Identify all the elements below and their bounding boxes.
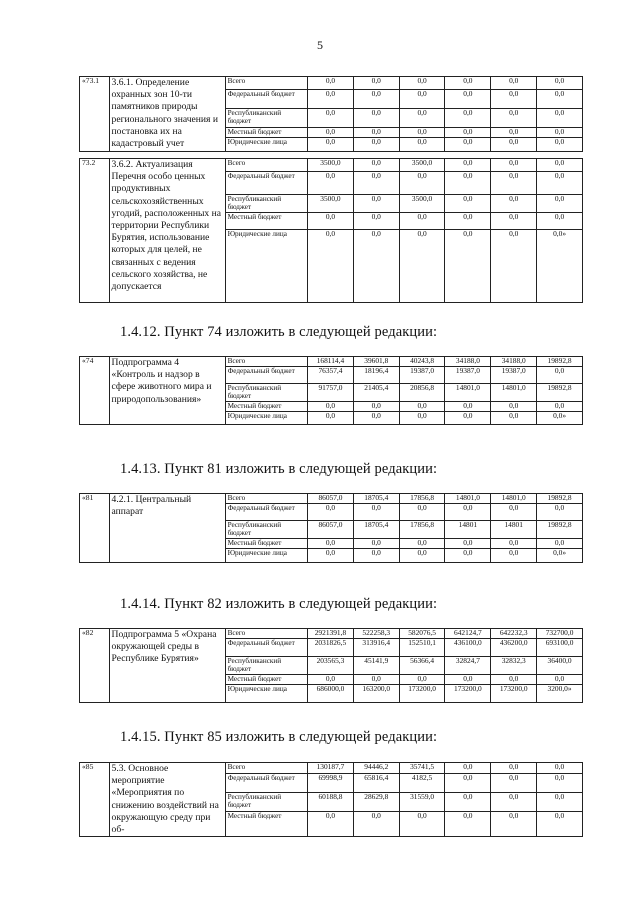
budget-table xyxy=(79,356,583,425)
amount-cell: 0,0 xyxy=(445,504,491,521)
amount-cell: 0,0 xyxy=(445,109,491,128)
budget-table-block xyxy=(79,493,583,563)
amount-cell: 0,0 xyxy=(399,412,445,425)
amount-cell: 17856,8 xyxy=(399,494,445,504)
amount-cell: 0,0 xyxy=(353,90,399,109)
amount-cell: 0,0 xyxy=(308,138,354,152)
amount-cell: 642124,7 xyxy=(445,629,491,639)
amount-cell: 436100,0 xyxy=(445,639,491,657)
amount-cell: 0,0 xyxy=(491,402,537,412)
amount-cell: 0,0 xyxy=(308,230,354,303)
amount-cell: 0,0 xyxy=(353,811,399,836)
funding-source: Всего xyxy=(225,494,307,504)
item-number: «81 xyxy=(80,494,110,563)
amount-cell: 0,0 xyxy=(308,213,354,230)
amount-cell: 0,0 xyxy=(491,77,537,90)
amount-cell: 0,0 xyxy=(399,811,445,836)
amount-cell: 0,0 xyxy=(491,504,537,521)
amount-cell: 522258,3 xyxy=(353,629,399,639)
budget-table-block xyxy=(79,76,583,152)
amount-cell: 0,0 xyxy=(537,504,583,521)
amount-cell: 36400,0 xyxy=(537,657,583,675)
section-heading: 1.4.14. Пункт 82 изложить в следующей редакции: xyxy=(120,596,438,612)
amount-cell: 0,0 xyxy=(491,539,537,549)
table-row xyxy=(80,629,583,639)
amount-cell: 14801,0 xyxy=(445,494,491,504)
amount-cell: 0,0 xyxy=(399,109,445,128)
amount-cell: 56366,4 xyxy=(399,657,445,675)
amount-cell: 39601,8 xyxy=(353,357,399,367)
amount-cell: 0,0 xyxy=(491,213,537,230)
amount-cell: 3500,0 xyxy=(399,159,445,172)
amount-cell: 21405,4 xyxy=(353,384,399,402)
section-heading: 1.4.12. Пункт 74 изложить в следующей редакции: xyxy=(120,324,438,340)
amount-cell: 0,0 xyxy=(491,195,537,213)
amount-cell: 0,0 xyxy=(399,213,445,230)
funding-source: Федеральный бюджет xyxy=(225,639,307,657)
funding-source: Республиканский бюджет xyxy=(225,109,307,128)
amount-cell: 2031826,5 xyxy=(308,639,354,657)
budget-table-block xyxy=(79,762,583,837)
amount-cell: 0,0 xyxy=(537,402,583,412)
section-heading: 1.4.15. Пункт 85 изложить в следующей редакции: xyxy=(120,729,438,745)
item-number: 73.2 xyxy=(80,159,110,303)
amount-cell: 94446,2 xyxy=(353,763,399,774)
amount-cell: 34188,0 xyxy=(445,357,491,367)
funding-source: Местный бюджет xyxy=(225,811,307,836)
funding-source: Федеральный бюджет xyxy=(225,504,307,521)
amount-cell: 0,0 xyxy=(537,811,583,836)
funding-source: Юридические лица xyxy=(225,138,307,152)
funding-source: Всего xyxy=(225,77,307,90)
amount-cell: 642232,3 xyxy=(491,629,537,639)
amount-cell: 173200,0 xyxy=(445,685,491,703)
funding-source: Федеральный бюджет xyxy=(225,773,307,792)
amount-cell: 686000,0 xyxy=(308,685,354,703)
amount-cell: 91757,0 xyxy=(308,384,354,402)
amount-cell: 0,0 xyxy=(308,402,354,412)
amount-cell: 0,0 xyxy=(445,412,491,425)
amount-cell: 0,0 xyxy=(445,230,491,303)
amount-cell: 0,0 xyxy=(353,504,399,521)
amount-cell: 0,0 xyxy=(537,90,583,109)
funding-source: Всего xyxy=(225,159,307,172)
amount-cell: 0,0 xyxy=(353,128,399,138)
budget-table xyxy=(79,76,583,152)
amount-cell: 0,0 xyxy=(353,675,399,685)
amount-cell: 0,0 xyxy=(308,811,354,836)
amount-cell: 0,0 xyxy=(399,549,445,563)
amount-cell: 18705,4 xyxy=(353,521,399,539)
budget-table-block xyxy=(79,628,583,703)
amount-cell: 69998,9 xyxy=(308,773,354,792)
amount-cell: 0,0» xyxy=(537,412,583,425)
amount-cell: 0,0 xyxy=(491,109,537,128)
amount-cell: 168114,4 xyxy=(308,357,354,367)
amount-cell: 0,0 xyxy=(353,402,399,412)
amount-cell: 0,0 xyxy=(445,128,491,138)
amount-cell: 0,0 xyxy=(491,549,537,563)
funding-source: Юридические лица xyxy=(225,549,307,563)
amount-cell: 0,0 xyxy=(537,128,583,138)
amount-cell: 20856,8 xyxy=(399,384,445,402)
amount-cell: 0,0 xyxy=(445,90,491,109)
amount-cell: 3500,0 xyxy=(399,195,445,213)
amount-cell: 0,0 xyxy=(353,195,399,213)
amount-cell: 0,0 xyxy=(491,811,537,836)
amount-cell: 0,0 xyxy=(399,172,445,195)
amount-cell: 0,0 xyxy=(491,773,537,792)
item-number: «73.1 xyxy=(80,77,110,152)
amount-cell: 0,0 xyxy=(537,138,583,152)
amount-cell: 32824,7 xyxy=(445,657,491,675)
amount-cell: 436200,0 xyxy=(491,639,537,657)
amount-cell: 0,0 xyxy=(353,172,399,195)
section-heading: 1.4.13. Пункт 81 изложить в следующей редакции: xyxy=(120,461,438,477)
table-row xyxy=(80,763,583,774)
amount-cell: 0,0 xyxy=(445,402,491,412)
item-name: 3.6.2. Актуализация Перечня особо ценных продуктивных сельскохозяйственных угодий, расположенных на территории Республики Бурятия, использование которых для целей, не связанных с ведения сельского хозяйства, не допускается xyxy=(109,159,225,303)
amount-cell: 32832,3 xyxy=(491,657,537,675)
amount-cell: 0,0 xyxy=(353,213,399,230)
item-name: Подпрограмма 4 «Контроль и надзор в сфере животного мира и природопользования» xyxy=(109,357,225,425)
amount-cell: 0,0 xyxy=(353,539,399,549)
amount-cell: 0,0 xyxy=(399,90,445,109)
amount-cell: 45141,9 xyxy=(353,657,399,675)
amount-cell: 0,0 xyxy=(491,128,537,138)
amount-cell: 0,0 xyxy=(399,539,445,549)
amount-cell: 0,0 xyxy=(537,773,583,792)
amount-cell: 0,0 xyxy=(491,90,537,109)
amount-cell: 0,0 xyxy=(445,539,491,549)
amount-cell: 0,0 xyxy=(308,90,354,109)
amount-cell: 0,0 xyxy=(491,159,537,172)
amount-cell: 18196,4 xyxy=(353,367,399,384)
amount-cell: 0,0 xyxy=(491,792,537,811)
funding-source: Юридические лица xyxy=(225,412,307,425)
amount-cell: 0,0 xyxy=(537,213,583,230)
funding-source: Всего xyxy=(225,763,307,774)
amount-cell: 0,0» xyxy=(537,549,583,563)
amount-cell: 14801 xyxy=(445,521,491,539)
amount-cell: 0,0 xyxy=(308,109,354,128)
amount-cell: 17856,8 xyxy=(399,521,445,539)
amount-cell: 0,0 xyxy=(445,213,491,230)
funding-source: Всего xyxy=(225,357,307,367)
item-name: 4.2.1. Центральный аппарат xyxy=(109,494,225,563)
amount-cell: 0,0 xyxy=(537,77,583,90)
amount-cell: 0,0 xyxy=(308,675,354,685)
amount-cell: 693100,0 xyxy=(537,639,583,657)
table-row xyxy=(80,159,583,172)
amount-cell: 0,0 xyxy=(399,230,445,303)
amount-cell: 0,0 xyxy=(308,412,354,425)
budget-table xyxy=(79,158,583,303)
amount-cell: 0,0 xyxy=(537,763,583,774)
item-number: «74 xyxy=(80,357,110,425)
amount-cell: 0,0 xyxy=(308,504,354,521)
amount-cell: 19387,0 xyxy=(399,367,445,384)
amount-cell: 0,0 xyxy=(353,109,399,128)
amount-cell: 65816,4 xyxy=(353,773,399,792)
funding-source: Местный бюджет xyxy=(225,128,307,138)
amount-cell: 86057,0 xyxy=(308,494,354,504)
funding-source: Юридические лица xyxy=(225,685,307,703)
funding-source: Федеральный бюджет xyxy=(225,90,307,109)
amount-cell: 0,0 xyxy=(537,675,583,685)
funding-source: Местный бюджет xyxy=(225,213,307,230)
amount-cell: 19387,0 xyxy=(445,367,491,384)
amount-cell: 19892,8 xyxy=(537,357,583,367)
amount-cell: 35741,5 xyxy=(399,763,445,774)
budget-table-block xyxy=(79,356,583,425)
budget-table xyxy=(79,628,583,703)
amount-cell: 19892,8 xyxy=(537,384,583,402)
amount-cell: 0,0 xyxy=(445,77,491,90)
amount-cell: 173200,0 xyxy=(491,685,537,703)
amount-cell: 0,0 xyxy=(353,77,399,90)
funding-source: Республиканский бюджет xyxy=(225,384,307,402)
amount-cell: 19892,8 xyxy=(537,521,583,539)
amount-cell: 732700,0 xyxy=(537,629,583,639)
amount-cell: 0,0 xyxy=(491,675,537,685)
amount-cell: 0,0 xyxy=(491,230,537,303)
amount-cell: 0,0 xyxy=(399,402,445,412)
amount-cell: 19892,8 xyxy=(537,494,583,504)
amount-cell: 0,0 xyxy=(353,230,399,303)
amount-cell: 0,0 xyxy=(491,412,537,425)
funding-source: Местный бюджет xyxy=(225,539,307,549)
amount-cell: 0,0 xyxy=(399,77,445,90)
amount-cell: 173200,0 xyxy=(399,685,445,703)
amount-cell: 2921391,8 xyxy=(308,629,354,639)
amount-cell: 0,0 xyxy=(445,159,491,172)
amount-cell: 19387,0 xyxy=(491,367,537,384)
amount-cell: 0,0 xyxy=(353,412,399,425)
amount-cell: 0,0 xyxy=(445,773,491,792)
amount-cell: 3500,0 xyxy=(308,195,354,213)
item-name: 5.3. Основное мероприятие «Мероприятия по снижению воздействий на окружающую среду при об- xyxy=(109,763,225,837)
amount-cell: 76357,4 xyxy=(308,367,354,384)
amount-cell: 0,0 xyxy=(308,172,354,195)
amount-cell: 0,0 xyxy=(537,539,583,549)
amount-cell: 130187,7 xyxy=(308,763,354,774)
funding-source: Федеральный бюджет xyxy=(225,172,307,195)
amount-cell: 0,0 xyxy=(491,138,537,152)
amount-cell: 0,0 xyxy=(399,504,445,521)
item-name: Подпрограмма 5 «Охрана окружающей среды в Республике Бурятия» xyxy=(109,629,225,703)
amount-cell: 18705,4 xyxy=(353,494,399,504)
amount-cell: 40243,8 xyxy=(399,357,445,367)
amount-cell: 582076,5 xyxy=(399,629,445,639)
amount-cell: 31559,0 xyxy=(399,792,445,811)
amount-cell: 3200,0» xyxy=(537,685,583,703)
amount-cell: 313916,4 xyxy=(353,639,399,657)
budget-table xyxy=(79,762,583,837)
amount-cell: 0,0 xyxy=(353,138,399,152)
funding-source: Республиканский бюджет xyxy=(225,657,307,675)
table-row xyxy=(80,77,583,90)
amount-cell: 0,0 xyxy=(445,811,491,836)
funding-source: Федеральный бюджет xyxy=(225,367,307,384)
funding-source: Местный бюджет xyxy=(225,402,307,412)
amount-cell: 152510,1 xyxy=(399,639,445,657)
amount-cell: 60188,8 xyxy=(308,792,354,811)
funding-source: Республиканский бюджет xyxy=(225,792,307,811)
amount-cell: 0,0 xyxy=(308,539,354,549)
amount-cell: 0,0 xyxy=(399,675,445,685)
page-number: 5 xyxy=(317,38,323,52)
funding-source: Республиканский бюджет xyxy=(225,195,307,213)
budget-table-block xyxy=(79,158,583,303)
amount-cell: 0,0 xyxy=(537,195,583,213)
amount-cell: 0,0 xyxy=(445,172,491,195)
funding-source: Республиканский бюджет xyxy=(225,521,307,539)
amount-cell: 0,0 xyxy=(445,195,491,213)
amount-cell: 0,0 xyxy=(353,159,399,172)
item-number: «82 xyxy=(80,629,110,703)
amount-cell: 0,0 xyxy=(308,549,354,563)
amount-cell: 0,0 xyxy=(308,77,354,90)
amount-cell: 0,0 xyxy=(445,138,491,152)
amount-cell: 28629,8 xyxy=(353,792,399,811)
amount-cell: 14801,0 xyxy=(491,494,537,504)
amount-cell: 0,0 xyxy=(537,792,583,811)
amount-cell: 0,0 xyxy=(537,172,583,195)
budget-table xyxy=(79,493,583,563)
amount-cell: 163200,0 xyxy=(353,685,399,703)
amount-cell: 14801,0 xyxy=(445,384,491,402)
amount-cell: 0,0 xyxy=(491,763,537,774)
amount-cell: 0,0 xyxy=(445,675,491,685)
item-number: «85 xyxy=(80,763,110,837)
amount-cell: 0,0 xyxy=(399,128,445,138)
amount-cell: 0,0 xyxy=(537,109,583,128)
amount-cell: 0,0 xyxy=(445,549,491,563)
amount-cell: 0,0 xyxy=(399,138,445,152)
amount-cell: 0,0 xyxy=(308,128,354,138)
funding-source: Всего xyxy=(225,629,307,639)
amount-cell: 86057,0 xyxy=(308,521,354,539)
table-row xyxy=(80,357,583,367)
item-name: 3.6.1. Определение охранных зон 10-ти памятников природы регионального значения и постановка их на кадастровый учет xyxy=(109,77,225,152)
amount-cell: 0,0 xyxy=(445,763,491,774)
amount-cell: 4182,5 xyxy=(399,773,445,792)
amount-cell: 0,0» xyxy=(537,230,583,303)
funding-source: Юридические лица xyxy=(225,230,307,303)
amount-cell: 14801,0 xyxy=(491,384,537,402)
amount-cell: 3500,0 xyxy=(308,159,354,172)
funding-source: Местный бюджет xyxy=(225,675,307,685)
amount-cell: 14801 xyxy=(491,521,537,539)
table-row xyxy=(80,494,583,504)
amount-cell: 0,0 xyxy=(491,172,537,195)
amount-cell: 34188,0 xyxy=(491,357,537,367)
amount-cell: 0,0 xyxy=(537,367,583,384)
amount-cell: 0,0 xyxy=(353,549,399,563)
amount-cell: 0,0 xyxy=(445,792,491,811)
amount-cell: 203565,3 xyxy=(308,657,354,675)
amount-cell: 0,0 xyxy=(537,159,583,172)
